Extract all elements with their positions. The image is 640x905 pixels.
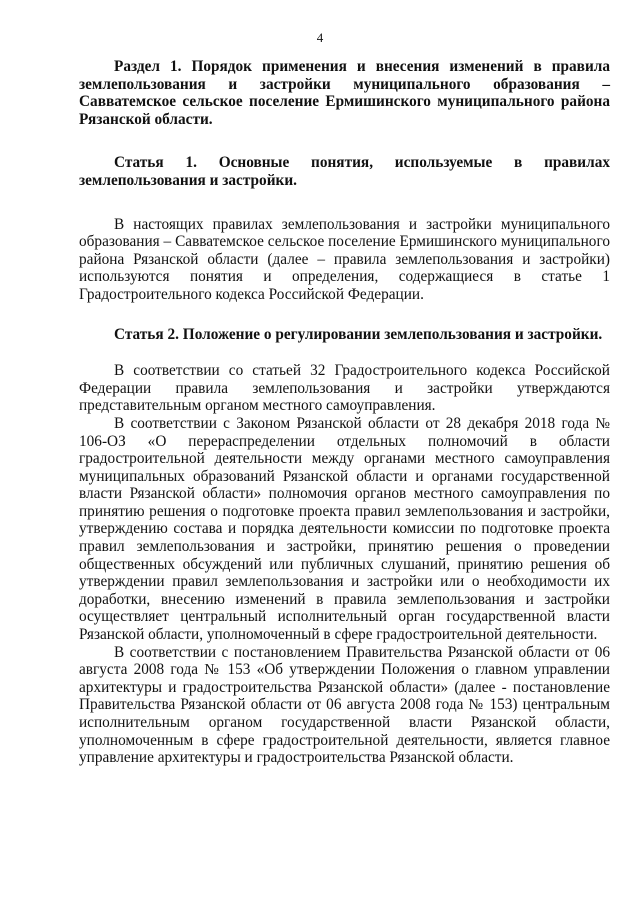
spacer bbox=[79, 343, 610, 362]
article-2-heading: Статья 2. Положение о регулировании землепользования и застройки. bbox=[114, 325, 603, 343]
document-body bbox=[79, 58, 610, 767]
spacer bbox=[79, 304, 610, 326]
article-2-paragraph: В соответствии со статьей 32 Градостроительного кодекса Российской Федерации правила землепользования и застройки утверждаются представительным органом местного самоуправления. bbox=[79, 362, 610, 415]
article-1-paragraph: В настоящих правилах землепользования и застройки муниципального образования – Савватемское сельское поселение Ермишинского муниципального района Рязанской области (далее – правила землепользования и застройки) используются понятия и определения, содержащиеся в статье 1 Градостроительного кодекса Российской Федерации. bbox=[79, 215, 610, 303]
article-2-paragraph: В соответствии с постановлением Правительства Рязанской области от 06 августа 2008 года № 153 «Об утверждении Положения о главном управлении архитектуры и градостроительства Рязанской области» (далее - постановление Правительства Рязанской области от 06 августа 2008 года № 153) центральным исполнительным органом государственной власти Рязанской области, уполномоченным в сфере градостроительной деятельности, является главное управление архитектуры и градостроительства Рязанской области. bbox=[79, 643, 610, 767]
spacer bbox=[79, 190, 610, 216]
article-1-heading: Статья 1. Основные понятия, используемые в правилах землепользования и застройки. bbox=[79, 154, 610, 189]
section-1-heading: Раздел 1. Порядок применения и внесения изменений в правила землепользования и застройки муниципального образования – Савватемское сельское поселение Ермишинского муниципального района Рязанской области. bbox=[79, 58, 610, 128]
article-2-paragraph: В соответствии с Законом Рязанской области от 28 декабря 2018 года № 106-ОЗ «О перераспределении отдельных полномочий в области градостроительной деятельности между органами местного самоуправления муниципальных образований Рязанской области и органами государственной власти Рязанской области» полномочия органов местного самоуправления по принятию решения о подготовке проекта правил землепользования и застройки, утверждению состава и порядка деятельности комиссии по подготовке проекта правил землепользования и застройки, принятию решения о проведении общественных обсуждений или публичных слушаний, принятию решения об утверждении правил землепользования и застройки или о необходимости их доработки, внесению изменений в правила землепользования и застройки осуществляет центральный исполнительный орган государственной власти Рязанской области, уполномоченный в сфере градостроительной деятельности. bbox=[79, 414, 610, 644]
page-number: 4 bbox=[316, 30, 324, 45]
spacer bbox=[79, 128, 610, 154]
